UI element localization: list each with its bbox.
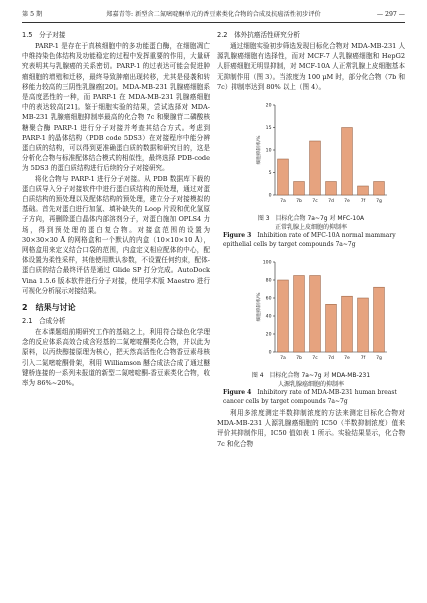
x-tick-label: 7d	[328, 199, 334, 205]
x-tick-label: 7g	[376, 199, 382, 205]
y-axis-label: 细胞抑制率/%	[257, 292, 262, 322]
x-tick-label: 7f	[360, 199, 366, 205]
bar-7f	[358, 186, 369, 195]
figure-3-caption-en	[223, 232, 399, 249]
y-tick-label: 15	[265, 126, 272, 132]
subsection-heading-synthesis: 2.1 合成分析	[22, 317, 66, 326]
bar-7g	[374, 182, 385, 196]
y-tick-label: 60	[265, 296, 272, 302]
bar-7g	[374, 287, 385, 352]
bar-7a	[278, 159, 289, 195]
x-tick-label: 7a	[280, 199, 286, 205]
bar-7d	[326, 182, 337, 196]
x-tick-label: 7e	[344, 356, 350, 362]
paragraph-cell-screening: 通过细胞实验初步筛选发现目标化合物对 MDA-MB-231 人源乳腺癌细胞有选择性，而对 MCF-7 人乳腺癌细胞和 HepG2 人肝癌细胞无明显抑制，对 MCF-10A 人正常乳腺上皮细胞基本无抑制作用（图 3）。当浓度为 100 μM 时，部分化合物（7b 和 7c）抑制率达到 80% 以上（图 4）。	[217, 42, 405, 91]
paragraph-ic50: 利用多浓度测定半数抑制浓度的方法来测定目标化合物对 MDA-MB-231 人源乳腺癌细胞的 IC50（半数抑制浓度）值来评价其抑制作用，IC50 值如表 1 所示。实验结果显示，化合物 7c 和化合物	[217, 409, 405, 448]
y-tick-label: 80	[265, 278, 272, 284]
bar-7c	[310, 276, 321, 353]
y-tick-label: 0	[268, 350, 272, 356]
y-tick-label: 40	[265, 314, 272, 320]
page-number: — 297 —	[376, 11, 405, 18]
bar-7a	[278, 280, 289, 352]
figure-4-caption-cn-line2: 人源乳腺癌细胞的抑制率	[277, 380, 344, 388]
figure-3-caption-en-label: Figure 3	[223, 232, 252, 240]
y-tick-label: 5	[268, 171, 272, 177]
bar-7c	[310, 141, 321, 195]
y-tick-label: 20	[265, 332, 272, 338]
x-tick-label: 7e	[344, 199, 350, 205]
subsection-heading-docking: 1.5 分子对接	[22, 31, 66, 39]
y-tick-label: 100	[262, 260, 272, 266]
issue-number: 第 5 期	[22, 11, 43, 18]
bar-7e	[342, 128, 353, 196]
figure-4-caption-en	[223, 389, 399, 406]
section-heading-results: 2 结果与讨论	[22, 303, 76, 313]
x-tick-label: 7b	[296, 356, 302, 362]
bar-7b	[294, 276, 305, 353]
bar-7b	[294, 182, 305, 196]
bar-7e	[342, 296, 353, 352]
figure-4-caption-en-label: Figure 4	[223, 389, 252, 397]
paragraph-docking-method: 将化合物与 PARP-1 进行分子对接。从 PDB 数据库下载的蛋白质导入分子对接软件中进行蛋白质结构的预处理，通过对蛋白质结构的预处理以及配体结构的预处理，建立分子对接模拟的基础。首先对蛋白进行加氢、填补缺失的 Loop 片段和优化氢原子方向，再删除蛋白晶体内部溶剂分子，对蛋白施加 OPLS4 力场，得到预处理的蛋白复合物。对接盒范围的设置为 30×30×30 Å 的网格盒和一个默认的内盒（10×10×10 Å），网格盒用来定义结合口袋的范围，内盒定义相应配体的中心，配体设置为柔性采样，其他使用默认参数，不设置任何约束，配体-蛋白质的结合最终评估是通过 Glide SP 打分完成。AutoDock Vina 1.5.6 版本软件进行分子对接，使用学术版 Maestro 进行可视化分析展示对接结果。	[22, 174, 210, 295]
y-tick-label: 20	[265, 103, 272, 109]
figure-4-caption-cn-line1: 图 4 目标化合物 7a~7g 对 MDA-MB-231	[251, 372, 371, 380]
y-tick-label: 0	[268, 193, 272, 199]
figure-3	[217, 97, 405, 249]
x-tick-label: 7g	[376, 356, 382, 362]
paragraph-parp1: PARP-1 是存在于真核细胞中的多功能蛋白酶，在细胞凋亡中维持染色体结构及功能稳定的过程中发挥重要的作用，大量研究表明其与乳腺癌的关系密切。PARP-1 的过表达可能会促进肿瘤细胞的增殖和迁移，最终导致肿瘤出现转移，尤其是侵袭和转移能力较高的三阴性乳腺癌[20]。MDA-MB-231 乳腺癌细胞系是高度恶性的一种，而 PARP-1 在 MDA-MB-231 乳腺癌细胞中的表达较高[21]。鉴于细胞实验的结果，尝试选择对 MDA-MB-231 乳腺癌细胞抑制率最高的化合物 7c 和聚腺苷二磷酸核糖聚合酶 PARP-1 进行分子对接并考查其结合方式。考虑到 PARP-1 的晶体结构（PDB code 5DS3）在对接程序中能分辨蛋白质的结构，可以得到更准确蛋白质的数据和研究目的，这是分析化合物与标准配体结合模式的相似性，最终选择 PDB-code 为 5DS3 的蛋白质结构进行后续的分子对接研究。	[22, 42, 210, 173]
x-tick-label: 7d	[328, 356, 334, 362]
figure-4	[217, 254, 405, 406]
bar-7f	[358, 298, 369, 352]
y-axis-label: 细胞抑制率/%	[257, 135, 262, 165]
subsection-heading-anticancer: 2.2 体外抗癌活性研究分析	[217, 31, 301, 39]
x-tick-label: 7c	[312, 356, 318, 362]
y-tick-label: 10	[265, 148, 272, 154]
figure-3-bar-chart	[217, 97, 405, 215]
figure-4-caption-en-text: Inhibitory rate of MDA-MB-231 human breast cancer cells by target compounds 7a~7g	[223, 389, 397, 405]
running-title: 郑嘉青等: 新型含二氮嘧啶酮单元的香豆素类化合物的合成及抗癌活性初步评价	[106, 11, 321, 18]
figure-3-caption-en-text: Inhibition rate of MFC-10A normal mammary epithelial cells by target compounds 7a~7g	[223, 232, 396, 248]
right-column	[217, 30, 405, 449]
x-tick-label: 7f	[360, 356, 366, 362]
paragraph-synthesis: 在本课题组前期研究工作的基础之上，利用符合绿色化学理念的反应体系高效合成含羟基的二氮嘧啶酮类化合物，并以此为原料，以丙炔醇接原理为核心，把天然高活性化合物香豆素母核引入二氮嘧啶酮骨架，利用 Williamson 醚合成法合成了通过醚键桥连接的一系列未报道的新型二氮嘧啶酮-香豆素类化合物，收率为 86%~20%。	[22, 328, 210, 388]
x-tick-label: 7b	[296, 199, 302, 205]
left-column	[22, 30, 210, 388]
figure-3-caption-cn-line2: 正常乳腺上皮细胞的抑制率	[274, 223, 347, 231]
bar-7d	[326, 304, 337, 352]
x-tick-label: 7c	[312, 199, 318, 205]
running-header	[22, 8, 405, 23]
figure-4-bar-chart	[217, 254, 405, 372]
figure-3-caption-cn-line1: 图 3 目标化合物 7a~7g 对 MFC-10A	[257, 215, 365, 223]
x-tick-label: 7a	[280, 356, 286, 362]
